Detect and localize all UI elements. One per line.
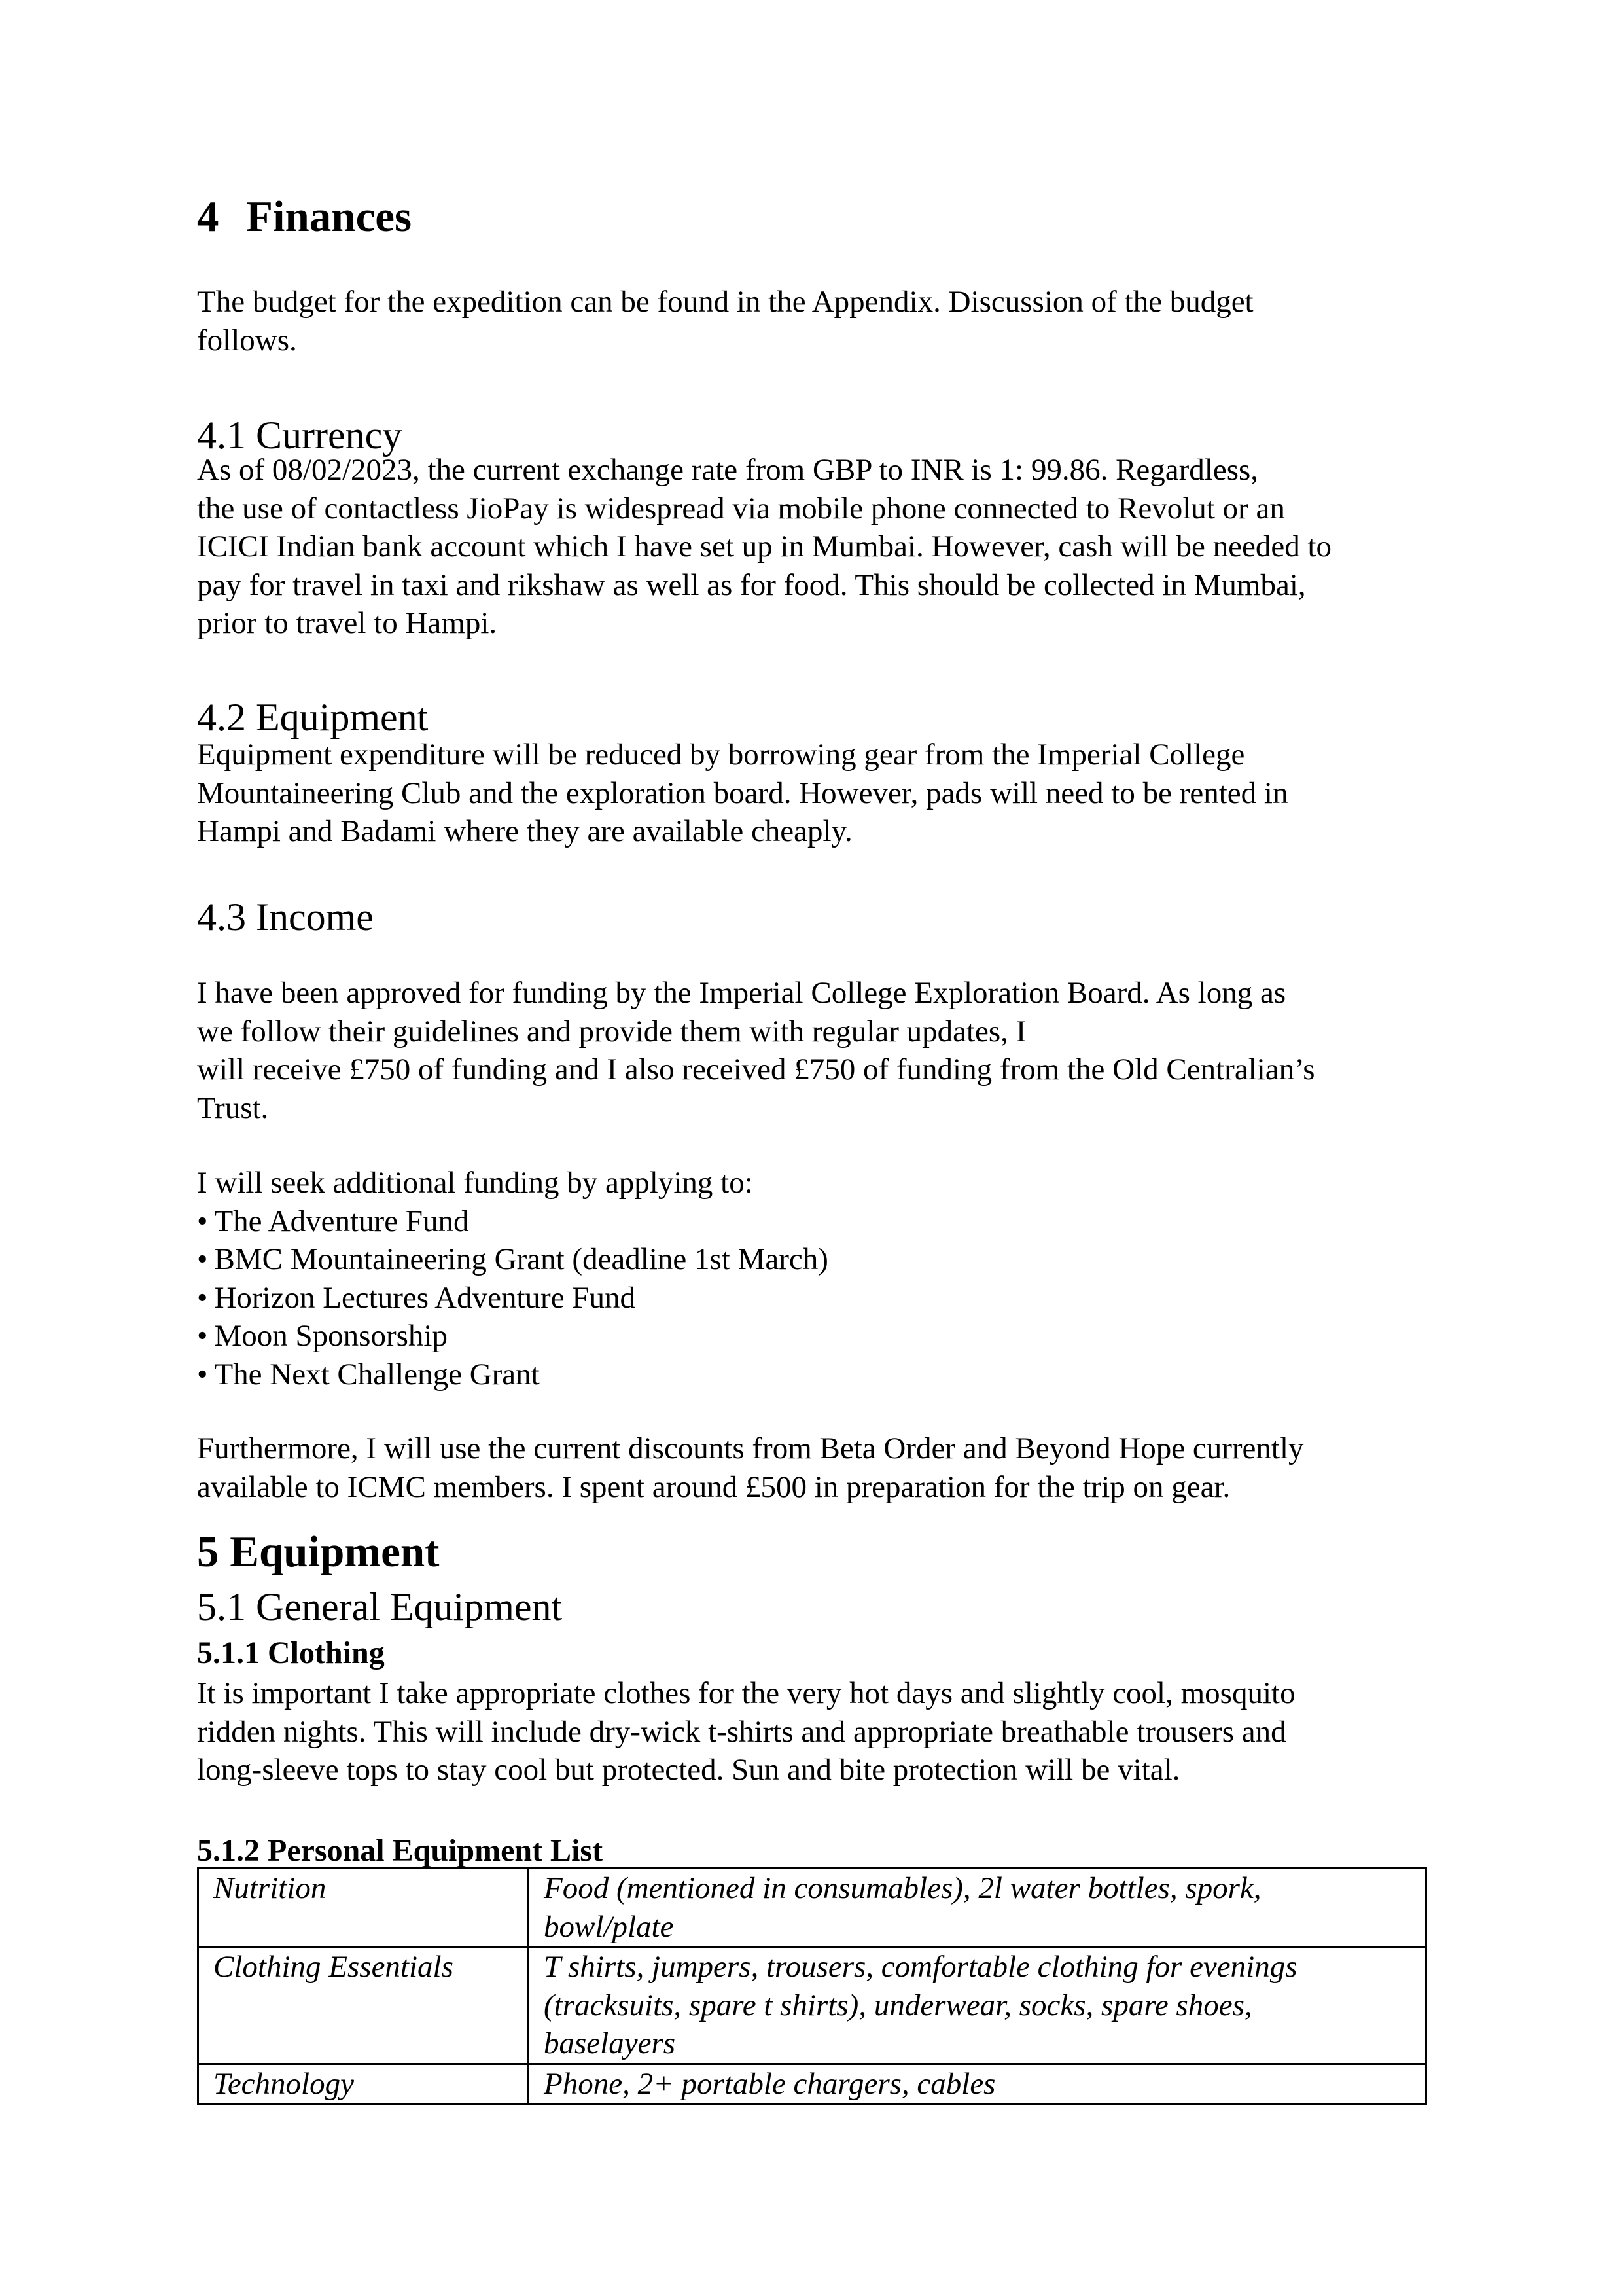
text-line: Mountaineering Club and the exploration board. However, pads will need to be rented in bbox=[197, 776, 1288, 810]
text-line: ICICI Indian bank account which I have set up in Mumbai. However, cash will be needed to bbox=[197, 529, 1332, 564]
text-line: Equipment expenditure will be reduced by borrowing gear from the Imperial College bbox=[197, 738, 1245, 772]
income-paragraph bbox=[197, 974, 1315, 1127]
finances-intro-paragraph bbox=[197, 283, 1254, 359]
subsection-heading-currency: 4.1 Currency bbox=[197, 414, 402, 457]
currency-paragraph bbox=[197, 451, 1332, 643]
bullet-icon: • bbox=[197, 1319, 208, 1353]
subsection-heading-income: 4.3 Income bbox=[197, 895, 374, 939]
text-line: Hampi and Badami where they are available cheaply. bbox=[197, 814, 853, 848]
funding-list-item bbox=[197, 1317, 828, 1355]
text-line: I have been approved for funding by the Imperial College Exploration Board. As long as bbox=[197, 976, 1286, 1010]
funding-intro: I will seek additional funding by applying to: bbox=[197, 1166, 753, 1200]
text-line: follows. bbox=[197, 323, 297, 357]
table-cell-items bbox=[529, 2064, 1426, 2104]
equipment-finance-paragraph bbox=[197, 736, 1288, 851]
text-line: will receive £750 of funding and I also received £750 of funding from the Old Centralian’s bbox=[197, 1052, 1315, 1086]
personal-equipment-table bbox=[197, 1867, 1427, 2105]
text-line: prior to travel to Hampi. bbox=[197, 606, 497, 640]
bullet-icon: • bbox=[197, 1357, 208, 1391]
funding-source: BMC Mountaineering Grant (deadline 1st March) bbox=[214, 1242, 828, 1276]
discounts-paragraph bbox=[197, 1429, 1304, 1506]
funding-list bbox=[197, 1202, 828, 1394]
subsubsection-heading-personal-equipment: 5.1.2 Personal Equipment List bbox=[197, 1833, 603, 1868]
text-line: we follow their guidelines and provide them with regular updates, I bbox=[197, 1014, 1027, 1049]
table-cell-category: Clothing Essentials bbox=[198, 1947, 529, 2064]
table-cell-items bbox=[529, 1869, 1426, 1947]
funding-list-item bbox=[197, 1202, 828, 1241]
text-line: the use of contactless JioPay is widespread via mobile phone connected to Revolut or an bbox=[197, 491, 1285, 526]
bullet-icon: • bbox=[197, 1280, 208, 1315]
cell-text-line: Phone, 2+ portable chargers, cables bbox=[544, 2066, 996, 2101]
text-line: The budget for the expedition can be found in the Appendix. Discussion of the budget bbox=[197, 285, 1254, 319]
section-title: Finances bbox=[246, 192, 412, 241]
funding-source: The Next Challenge Grant bbox=[214, 1357, 540, 1391]
subsubsection-heading-clothing: 5.1.1 Clothing bbox=[197, 1636, 385, 1670]
cell-text-line: T shirts, jumpers, trousers, comfortable clothing for evenings bbox=[544, 1950, 1297, 1984]
funding-applications bbox=[197, 1164, 828, 1393]
bullet-icon: • bbox=[197, 1242, 208, 1276]
table-cell-category: Technology bbox=[198, 2064, 529, 2104]
funding-source: The Adventure Fund bbox=[214, 1204, 469, 1238]
table-row bbox=[198, 1869, 1426, 1947]
text-line: It is important I take appropriate clothes for the very hot days and slightly cool, mosquito bbox=[197, 1676, 1296, 1710]
cell-text-line: bowl/plate bbox=[544, 1909, 674, 1944]
table-row bbox=[198, 1947, 1426, 2064]
cell-text-line: baselayers bbox=[544, 2026, 676, 2060]
section-heading-equipment: 5 Equipment bbox=[197, 1528, 440, 1576]
subsection-heading-equipment-finance: 4.2 Equipment bbox=[197, 696, 429, 739]
subsection-heading-general-equipment: 5.1 General Equipment bbox=[197, 1585, 563, 1628]
section-number: 4 bbox=[197, 192, 219, 241]
funding-list-item bbox=[197, 1355, 828, 1394]
clothing-paragraph bbox=[197, 1674, 1296, 1789]
table-cell-category: Nutrition bbox=[198, 1869, 529, 1947]
text-line: As of 08/02/2023, the current exchange rate from GBP to INR is 1: 99.86. Regardless, bbox=[197, 453, 1259, 487]
funding-list-item bbox=[197, 1240, 828, 1279]
cell-text-line: Food (mentioned in consumables), 2l water bottles, spork, bbox=[544, 1871, 1262, 1905]
text-line: Furthermore, I will use the current discounts from Beta Order and Beyond Hope currently bbox=[197, 1431, 1304, 1465]
text-line: long-sleeve tops to stay cool but protected. Sun and bite protection will be vital. bbox=[197, 1753, 1180, 1787]
text-line: Trust. bbox=[197, 1090, 269, 1125]
section-heading-finances bbox=[197, 190, 412, 243]
funding-list-item bbox=[197, 1279, 828, 1318]
bullet-icon: • bbox=[197, 1204, 208, 1238]
funding-source: Moon Sponsorship bbox=[214, 1319, 448, 1353]
table-cell-items bbox=[529, 1947, 1426, 2064]
text-line: pay for travel in taxi and rikshaw as well as for food. This should be collected in Mumbai, bbox=[197, 567, 1306, 602]
cell-text-line: (tracksuits, spare t shirts), underwear, socks, spare shoes, bbox=[544, 1988, 1252, 2022]
table-row bbox=[198, 2064, 1426, 2104]
funding-source: Horizon Lectures Adventure Fund bbox=[214, 1280, 635, 1315]
text-line: available to ICMC members. I spent around £500 in preparation for the trip on gear. bbox=[197, 1469, 1231, 1504]
text-line: ridden nights. This will include dry-wick t-shirts and appropriate breathable trousers and bbox=[197, 1714, 1286, 1749]
